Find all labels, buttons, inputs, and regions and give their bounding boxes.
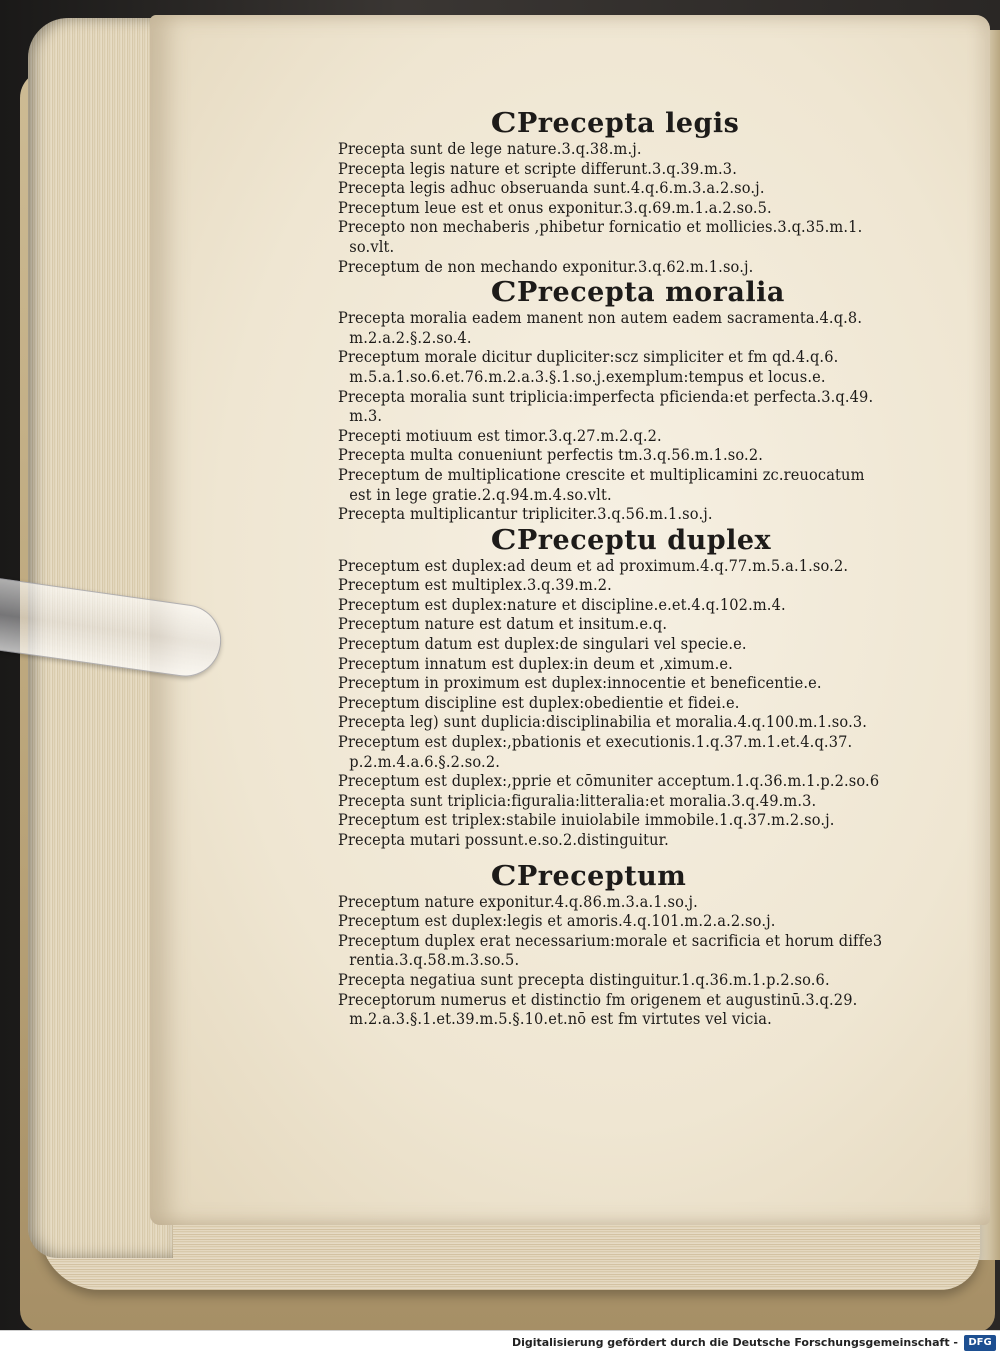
section-preceptu-duplex — [338, 525, 928, 851]
index-entry: Precepta moralia sunt triplicia:imperfecta pficienda:et perfecta.3.q.49. — [338, 387, 874, 406]
index-entry: Preceptum nature est datum et insitum.e.q. — [338, 615, 668, 634]
index-entry-continuation: m.2.a.2.§.2.so.4. — [349, 328, 472, 347]
pilcrow-icon: C — [490, 108, 518, 139]
index-entry: Precepti motiuum est timor.3.q.27.m.2.q.2. — [338, 426, 662, 445]
index-entry-continuation: rentia.3.q.58.m.3.so.5. — [349, 951, 520, 970]
index-entry: Preceptum est triplex:stabile inuiolabile immobile.1.q.37.m.2.so.j. — [338, 811, 835, 830]
index-entry: Precepta multiplicantur tripliciter.3.q.56.m.1.so.j. — [338, 505, 713, 524]
index-entry-continuation: p.2.m.4.a.6.§.2.so.2. — [349, 752, 501, 771]
index-entry: Precepta legis nature et scripte differunt.3.q.39.m.3. — [338, 159, 738, 178]
index-entry: Precepta mutari possunt.e.so.2.distinguitur. — [338, 831, 669, 849]
index-entry-continuation: m.5.a.1.so.6.et.76.m.2.a.3.§.1.so.j.exemplum:tempus et locus.e. — [349, 367, 826, 386]
index-entry: Preceptorum numerus et distinctio fm origenem et augustinū.3.q.29. — [338, 990, 858, 1009]
index-entry: Preceptum est duplex:ad deum et ad proximum.4.q.77.m.5.a.1.so.2. — [338, 556, 849, 575]
index-entry: Preceptum innatum est duplex:in deum et ,ximum.e. — [338, 654, 733, 673]
index-entry: Precepta moralia eadem manent non autem eadem sacramenta.4.q.8. — [338, 309, 863, 328]
section-spacer — [338, 851, 928, 861]
footer-bar — [0, 1330, 1000, 1354]
index-entry: Precepta legis adhuc obseruanda sunt.4.q.6.m.3.a.2.so.j. — [338, 179, 765, 198]
section-heading: CPrecepta moralia — [490, 277, 785, 309]
index-entry: Preceptum in proximum est duplex:innocentie et beneficentie.e. — [338, 674, 822, 693]
section-precepta-legis — [338, 108, 928, 277]
section-heading: CPreceptu duplex — [490, 524, 772, 556]
index-entry-continuation: so.vlt. — [349, 237, 395, 256]
section-heading: CPrecepta legis — [490, 108, 740, 139]
index-entry: Precepta sunt de lege nature.3.q.38.m.j. — [338, 140, 642, 158]
index-entry: Preceptum de non mechando exponitur.3.q.62.m.1.so.j. — [338, 257, 754, 276]
index-entry: Precepta sunt triplicia:figuralia:litteralia:et moralia.3.q.49.m.3. — [338, 791, 817, 810]
index-entry: Preceptum leue est et onus exponitur.3.q.69.m.1.a.2.so.5. — [338, 198, 772, 217]
index-entry-continuation: m.3. — [349, 407, 383, 426]
section-heading: CPreceptum — [490, 860, 687, 892]
index-entry: Preceptum datum est duplex:de singulari vel specie.e. — [338, 635, 747, 654]
section-preceptum — [338, 861, 928, 1030]
index-entry: Preceptum est duplex:nature et discipline.e.et.4.q.102.m.4. — [338, 595, 786, 614]
index-entry: Preceptum est duplex:,pprie et cōmuniter acceptum.1.q.36.m.1.p.2.so.6 — [338, 772, 880, 791]
index-entry: Precepta multa conueniunt perfectis tm.3.q.56.m.1.so.2. — [338, 446, 764, 465]
pilcrow-icon: C — [490, 524, 518, 556]
index-entry: Preceptum de multiplicatione crescite et multiplicamini zc.reuocatum — [338, 465, 865, 484]
index-entry-continuation: m.2.a.3.§.1.et.39.m.5.§.10.et.nō est fm virtutes vel vicia. — [349, 1010, 772, 1029]
index-entry: Preceptum nature exponitur.4.q.86.m.3.a.1.so.j. — [338, 892, 698, 911]
footer-credit: Digitalisierung gefördert durch die Deutsche Forschungsgemeinschaft - — [511, 1336, 958, 1349]
index-entry-continuation: est in lege gratie.2.q.94.m.4.so.vlt. — [349, 485, 612, 504]
section-precepta-moralia — [338, 277, 928, 525]
dfg-logo-icon: DFG — [964, 1335, 996, 1351]
index-entry: Preceptum est duplex:legis et amoris.4.q.101.m.2.a.2.so.j. — [338, 912, 776, 931]
index-entry: Preceptum est multiplex.3.q.39.m.2. — [338, 576, 612, 595]
index-entry: Preceptum discipline est duplex:obedientie et fidei.e. — [338, 693, 740, 712]
index-entry: Precepta leg) sunt duplicia:disciplinabilia et moralia.4.q.100.m.1.so.3. — [338, 713, 868, 732]
pilcrow-icon: C — [490, 277, 518, 309]
index-entry: Preceptum duplex erat necessarium:morale et sacrificia et horum diffe3 — [338, 931, 883, 950]
index-entry: Precepto non mechaberis ,phibetur fornicatio et mollicies.3.q.35.m.1. — [338, 218, 863, 237]
pilcrow-icon: C — [490, 860, 518, 892]
index-entry: Precepta negatiua sunt precepta distinguitur.1.q.36.m.1.p.2.so.6. — [338, 970, 830, 989]
page-text — [338, 108, 928, 1030]
index-entry: Preceptum est duplex:,pbationis et executionis.1.q.37.m.1.et.4.q.37. — [338, 733, 853, 752]
index-entry: Preceptum morale dicitur dupliciter:scz simpliciter et fm qd.4.q.6. — [338, 348, 839, 367]
